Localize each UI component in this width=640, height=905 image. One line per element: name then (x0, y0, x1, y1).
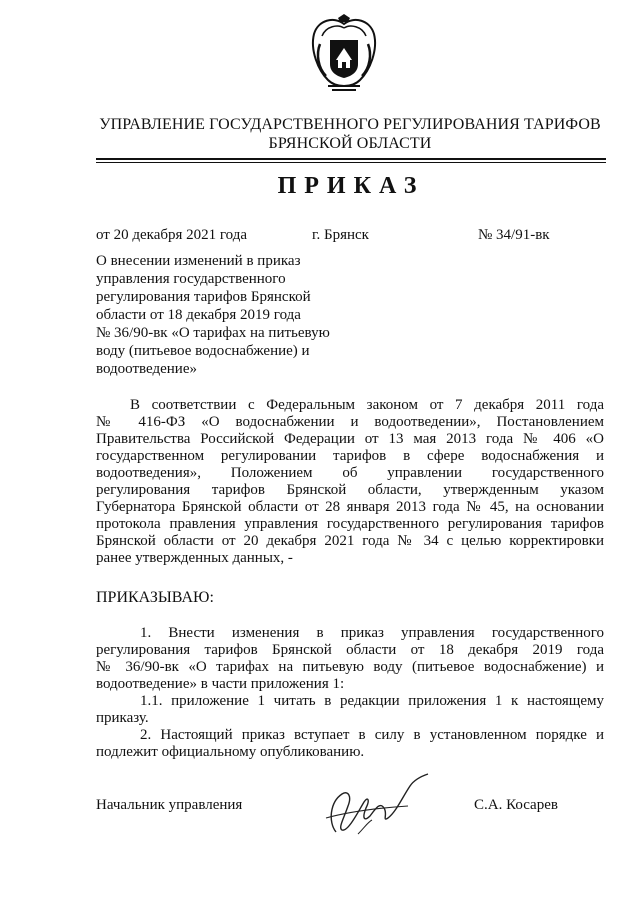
order-item-line: водоотведение» в части приложения 1: (96, 676, 345, 692)
subject-line: регулирования тарифов Брянской (96, 289, 311, 305)
document-title: ПРИКАЗ (277, 173, 425, 199)
handwritten-signature (318, 772, 434, 838)
document-date: от 20 декабря 2021 года (96, 227, 248, 243)
preamble-line: государственном регулировании тарифов в сфере водоснабжения и (96, 448, 604, 464)
subject-block (96, 252, 336, 378)
order-item-line: регулирования тарифов Брянской области от 18 декабря 2019 года (96, 642, 604, 658)
agency-name-line1: УПРАВЛЕНИЕ ГОСУДАРСТВЕННОГО РЕГУЛИРОВАНИЯ ТАРИФОВ (99, 116, 601, 133)
order-item-line: 1.1. приложение 1 читать в редакции приложения 1 к настоящему (140, 693, 604, 709)
preamble-line: водоотведения», Положением об управлении государственного (96, 465, 604, 481)
header-divider-thick (96, 158, 606, 160)
document-city: г. Брянск (312, 227, 369, 243)
subject-line: воду (питьевое водоснабжение) и (96, 343, 310, 359)
signatory-position: Начальник управления (96, 797, 243, 813)
preamble-paragraph (96, 397, 604, 567)
preamble-line: № 416-ФЗ «О водоснабжении и водоотведении», Постановлением (96, 414, 604, 430)
preamble-line: протокола правления управления государственного регулирования тарифов (96, 516, 604, 532)
preamble-line: Правительства Российской Федерации от 13 мая 2013 года № 406 «О (96, 431, 604, 447)
document-number: № 34/91-вк (478, 227, 550, 243)
coat-of-arms-icon (308, 14, 380, 96)
subject-line: № 36/90-вк «О тарифах на питьевую (96, 325, 330, 341)
preamble-line: Брянской области от 20 декабря 2021 года № 34 с целью корректировки (96, 533, 604, 549)
order-word: ПРИКАЗЫВАЮ: (96, 589, 214, 606)
subject-line: О внесении изменений в приказ (96, 253, 301, 269)
order-item-line: № 36/90-вк «О тарифах на питьевую воду (питьевое водоснабжение) и (96, 659, 604, 675)
signatory-name: С.А. Косарев (474, 797, 558, 813)
subject-line: управления государственного (96, 271, 286, 287)
order-item-line: 2. Настоящий приказ вступает в силу в установленном порядке и (140, 727, 604, 743)
order-item-line: 1. Внести изменения в приказ управления государственного (140, 625, 604, 641)
header-divider-thin (96, 162, 606, 163)
agency-name-line2: БРЯНСКОЙ ОБЛАСТИ (268, 135, 432, 152)
subject-line: водоотведение» (96, 361, 197, 377)
preamble-line: В соответствии с Федеральным законом от 7 декабря 2011 года (130, 397, 604, 413)
order-items (96, 625, 604, 761)
preamble-line: регулирования тарифов Брянской области, утвержденным указом (96, 482, 604, 498)
preamble-line: ранее утвержденных данных, - (96, 550, 293, 566)
order-item-line: приказу. (96, 710, 149, 726)
subject-line: области от 18 декабря 2019 года (96, 307, 301, 323)
order-item-line: подлежит официальному опубликованию. (96, 744, 365, 760)
preamble-line: Губернатора Брянской области от 28 января 2013 года № 45, на основании (96, 499, 604, 515)
